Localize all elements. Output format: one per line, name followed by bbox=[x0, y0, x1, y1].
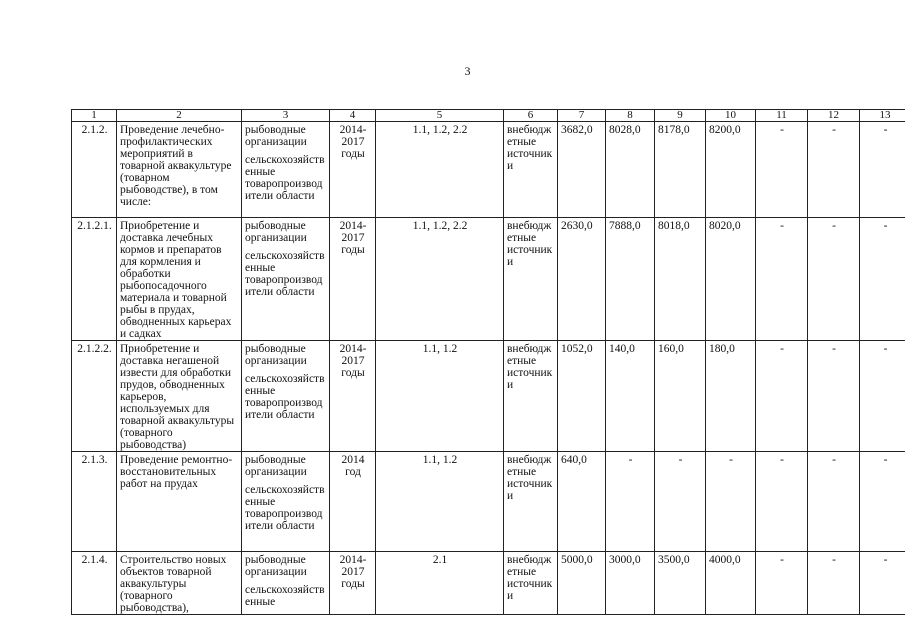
value-col13: - bbox=[860, 341, 905, 452]
executor-secondary: сельскохозяйственные товаропроизводители области bbox=[245, 154, 325, 202]
value-col10: 8200,0 bbox=[706, 122, 756, 218]
value-col13: - bbox=[860, 452, 905, 552]
header-cell: 13 bbox=[860, 110, 905, 122]
value-col9: 8178,0 bbox=[655, 122, 706, 218]
table-row bbox=[72, 341, 905, 452]
period: 2014-2017 годы bbox=[330, 341, 376, 452]
value-col9: 3500,0 bbox=[655, 552, 706, 615]
indicators: 1.1, 1.2, 2.2 bbox=[376, 122, 504, 218]
executor-secondary: сельскохозяйственные товаропроизводители области bbox=[245, 484, 325, 532]
executor-primary: рыбоводные организации bbox=[245, 343, 307, 367]
table-row bbox=[72, 122, 905, 218]
table-row bbox=[72, 452, 905, 552]
header-cell: 2 bbox=[117, 110, 242, 122]
total-value: 3682,0 bbox=[558, 122, 606, 218]
value-col8: 3000,0 bbox=[606, 552, 655, 615]
value-col13: - bbox=[860, 122, 905, 218]
value-col12: - bbox=[808, 452, 860, 552]
value-col13: - bbox=[860, 552, 905, 615]
header-cell: 9 bbox=[655, 110, 706, 122]
value-col9: 8018,0 bbox=[655, 218, 706, 341]
header-cell: 3 bbox=[242, 110, 330, 122]
item-number: 2.1.4. bbox=[72, 552, 117, 615]
executors bbox=[242, 218, 330, 341]
period: 2014-2017 годы bbox=[330, 122, 376, 218]
header-cell: 5 bbox=[376, 110, 504, 122]
executors bbox=[242, 452, 330, 552]
item-number: 2.1.2. bbox=[72, 122, 117, 218]
executors bbox=[242, 341, 330, 452]
value-col8: 140,0 bbox=[606, 341, 655, 452]
item-name: Проведение лечебно-профилактических мероприятий в товарной аквакультуре (товарном рыбоводстве), в том числе: bbox=[117, 122, 242, 218]
value-col10: - bbox=[706, 452, 756, 552]
value-col11: - bbox=[756, 452, 808, 552]
funding-source: внебюджетные источники bbox=[504, 452, 558, 552]
item-name: Приобретение и доставка лечебных кормов и препаратов для кормления и обработки рыбопосадочного материала и товарной рыбы в прудах, обводненных карьерах и садках bbox=[117, 218, 242, 341]
period: 2014 год bbox=[330, 452, 376, 552]
header-cell: 11 bbox=[756, 110, 808, 122]
page-number: 3 bbox=[464, 64, 471, 78]
executor-primary: рыбоводные организации bbox=[245, 554, 307, 578]
period: 2014-2017 годы bbox=[330, 552, 376, 615]
item-number: 2.1.2.1. bbox=[72, 218, 117, 341]
value-col12: - bbox=[808, 341, 860, 452]
value-col11: - bbox=[756, 218, 808, 341]
header-cell: 7 bbox=[558, 110, 606, 122]
executors bbox=[242, 552, 330, 615]
value-col9: 160,0 bbox=[655, 341, 706, 452]
value-col8: 8028,0 bbox=[606, 122, 655, 218]
executors bbox=[242, 122, 330, 218]
value-col12: - bbox=[808, 552, 860, 615]
item-number: 2.1.3. bbox=[72, 452, 117, 552]
item-name: Приобретение и доставка негашеной извести для обработки прудов, обводненных карьеров, используемых для товарной аквакультуры (товарного рыбоводства) bbox=[117, 341, 242, 452]
indicators: 1.1, 1.2 bbox=[376, 341, 504, 452]
item-name: Строительство новых объектов товарной аквакультуры (товарного рыбоводства), bbox=[117, 552, 242, 615]
value-col12: - bbox=[808, 218, 860, 341]
value-col10: 4000,0 bbox=[706, 552, 756, 615]
total-value: 640,0 bbox=[558, 452, 606, 552]
header-cell: 1 bbox=[72, 110, 117, 122]
program-table bbox=[71, 109, 905, 615]
executor-secondary: сельскохозяйственные bbox=[245, 584, 325, 608]
table-header-row bbox=[72, 110, 905, 122]
table-row bbox=[72, 552, 905, 615]
value-col8: - bbox=[606, 452, 655, 552]
header-cell: 10 bbox=[706, 110, 756, 122]
value-col12: - bbox=[808, 122, 860, 218]
total-value: 2630,0 bbox=[558, 218, 606, 341]
executor-secondary: сельскохозяйственные товаропроизводители области bbox=[245, 373, 325, 421]
value-col11: - bbox=[756, 552, 808, 615]
indicators: 1.1, 1.2 bbox=[376, 452, 504, 552]
value-col13: - bbox=[860, 218, 905, 341]
funding-source: внебюджетные источники bbox=[504, 122, 558, 218]
value-col11: - bbox=[756, 122, 808, 218]
funding-source: внебюджетные источники bbox=[504, 218, 558, 341]
period: 2014-2017 годы bbox=[330, 218, 376, 341]
item-name: Проведение ремонтно-восстановительных работ на прудах bbox=[117, 452, 242, 552]
value-col10: 180,0 bbox=[706, 341, 756, 452]
total-value: 5000,0 bbox=[558, 552, 606, 615]
header-cell: 8 bbox=[606, 110, 655, 122]
executor-primary: рыбоводные организации bbox=[245, 220, 307, 244]
header-cell: 4 bbox=[330, 110, 376, 122]
item-number: 2.1.2.2. bbox=[72, 341, 117, 452]
indicators: 2.1 bbox=[376, 552, 504, 615]
total-value: 1052,0 bbox=[558, 341, 606, 452]
funding-source: внебюджетные источники bbox=[504, 341, 558, 452]
value-col11: - bbox=[756, 341, 808, 452]
header-cell: 6 bbox=[504, 110, 558, 122]
header-cell: 12 bbox=[808, 110, 860, 122]
executor-primary: рыбоводные организации bbox=[245, 454, 307, 478]
value-col10: 8020,0 bbox=[706, 218, 756, 341]
executor-secondary: сельскохозяйственные товаропроизводители области bbox=[245, 250, 325, 298]
funding-source: внебюджетные источники bbox=[504, 552, 558, 615]
indicators: 1.1, 1.2, 2.2 bbox=[376, 218, 504, 341]
executor-primary: рыбоводные организации bbox=[245, 124, 307, 148]
value-col9: - bbox=[655, 452, 706, 552]
table-row bbox=[72, 218, 905, 341]
value-col8: 7888,0 bbox=[606, 218, 655, 341]
